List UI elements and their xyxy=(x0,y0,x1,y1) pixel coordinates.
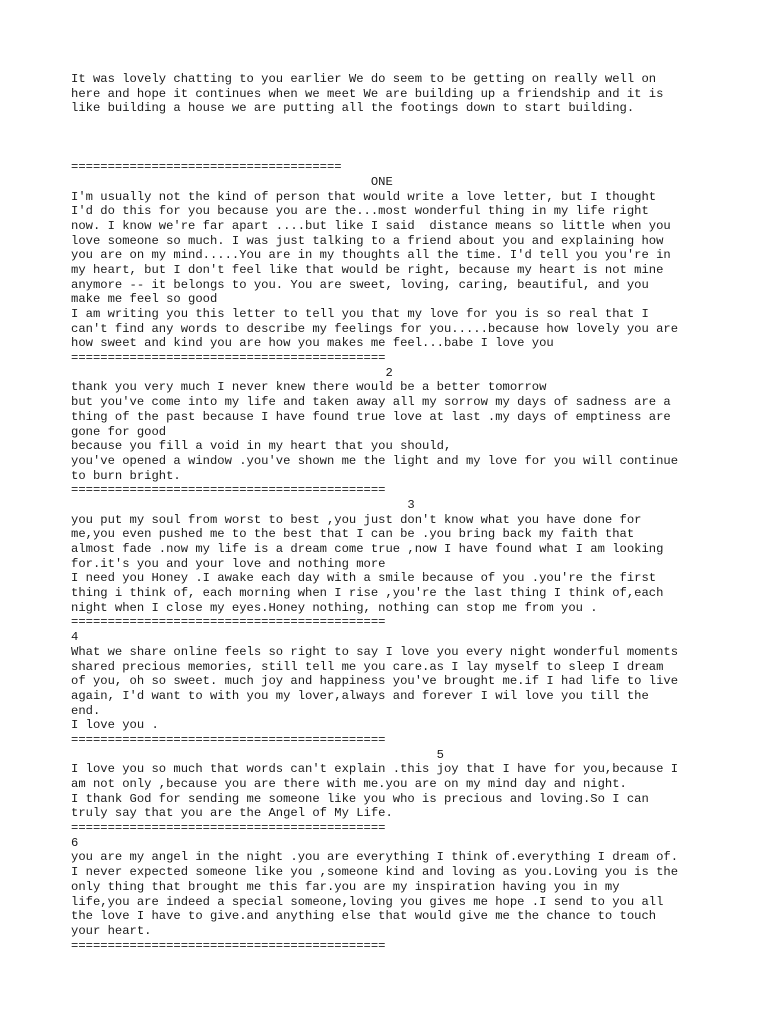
text-line: I thank God for sending me someone like you who is precious and loving.So I can xyxy=(71,791,649,806)
text-line: can't find any words to describe my feelings for you.....because how lovely you are xyxy=(71,321,679,336)
text-line: I love you . xyxy=(71,718,159,733)
text-line: =========================================== xyxy=(71,351,386,366)
text-line xyxy=(71,131,721,146)
text-line: 2 xyxy=(71,365,393,380)
text-line: I am writing you this letter to tell you that my love for you is so real that I xyxy=(71,307,649,321)
text-line: ONE xyxy=(71,174,393,189)
text-line: life,you are indeed a special someone,loving you gives me hope .I send to you all xyxy=(71,894,664,909)
text-line: 5 xyxy=(71,747,444,762)
text-line: love someone so much. I was just talking to a friend about you and explaining how xyxy=(71,233,664,248)
text-line: you are on my mind.....You are in my thoughts all the time. I'd tell you you're in xyxy=(71,248,671,263)
text-line: my heart, but I don't feel like that would be right, because my heart is not mine xyxy=(71,262,664,277)
text-line: thing of the past because I have found true love at last .my days of emptiness are xyxy=(71,409,671,424)
text-line: =========================================== xyxy=(71,821,386,836)
text-line: here and hope it continues when we meet We are building up a friendship and it is xyxy=(71,86,664,101)
text-line: thing i think of, each morning when I rise ,you're the last thing I think of,each xyxy=(71,586,664,601)
text-line: am not only ,because you are there with me.you are on my mind day and night. xyxy=(71,777,627,791)
text-line: make me feel so good xyxy=(71,292,218,307)
text-line: to burn bright. xyxy=(71,468,181,483)
text-line: 6 xyxy=(71,835,79,850)
text-line: I'd do this for you because you are the...most wonderful thing in my life right xyxy=(71,204,649,219)
text-line: gone for good xyxy=(71,424,167,439)
text-line: =========================================== xyxy=(71,615,386,630)
text-line: you've opened a window .you've shown me the light and my love for you will continue xyxy=(71,453,679,468)
text-line: me,you even pushed me to the best that I can be .you bring back my faith that xyxy=(71,527,635,542)
document-body xyxy=(71,72,721,953)
text-line: for.it's you and your love and nothing more xyxy=(71,556,386,571)
text-line: only thing that brought me this far.you are my inspiration having you in my xyxy=(71,879,620,894)
text-line: What we share online feels so right to say I love you every night wonderful moments xyxy=(71,644,679,659)
text-line: again, I'd want to with you my lover,always and forever I wil love you till the xyxy=(71,688,649,703)
text-line: now. I know we're far apart ....but like I said distance means so little when you xyxy=(71,218,671,233)
text-line: =========================================== xyxy=(71,732,386,747)
text-line: but you've come into my life and taken away all my sorrow my days of sadness are a xyxy=(71,395,671,410)
text-line: the love I have to give.and anything else that would give me the chance to touch xyxy=(71,909,657,924)
text-line: truly say that you are the Angel of My Life. xyxy=(71,806,393,821)
text-line: I never expected someone like you ,someone kind and loving as you.Loving you is the xyxy=(71,865,679,880)
text-line: thank you very much I never knew there would be a better tomorrow xyxy=(71,380,547,395)
text-line: =========================================== xyxy=(71,483,386,498)
text-line: of you, oh so sweet. much joy and happiness you've brought me.if I had life to live xyxy=(71,674,679,689)
text-line: =========================================== xyxy=(71,938,386,953)
text-line: end. xyxy=(71,703,101,718)
text-line: I need you Honey .I awake each day with a smile because of you .you're the first xyxy=(71,571,657,586)
text-line xyxy=(71,116,721,131)
text-line: I love you so much that words can't explain .this joy that I have for you,because I xyxy=(71,762,679,777)
text-line: your heart. xyxy=(71,923,152,938)
text-line: ===================================== xyxy=(71,160,342,175)
text-line: anymore -- it belongs to you. You are sweet, loving, caring, beautiful, and you xyxy=(71,277,649,292)
text-line: like building a house we are putting all the footings down to start building. xyxy=(71,101,635,116)
text-line: night when I close my eyes.Honey nothing, nothing can stop me from you . xyxy=(71,600,598,615)
text-line: because you fill a void in my heart that you should, xyxy=(71,439,452,454)
text-line: 3 xyxy=(71,497,415,512)
text-line: 4 xyxy=(71,630,79,645)
text-line: you put my soul from worst to best ,you just don't know what you have done for xyxy=(71,512,642,527)
text-line: I'm usually not the kind of person that would write a love letter, but I thought xyxy=(71,189,657,204)
text-line: shared precious memories, still tell me you care.as I lay myself to sleep I dream xyxy=(71,659,664,674)
text-line: how sweet and kind you are how you makes me feel...babe I love you xyxy=(71,336,554,351)
text-line: almost fade .now my life is a dream come true ,now I have found what I am looking xyxy=(71,542,664,556)
text-line xyxy=(71,145,721,160)
text-line: you are my angel in the night .you are everything I think of.everything I dream of. xyxy=(71,850,679,865)
text-line: It was lovely chatting to you earlier We do seem to be getting on really well on xyxy=(71,72,657,86)
